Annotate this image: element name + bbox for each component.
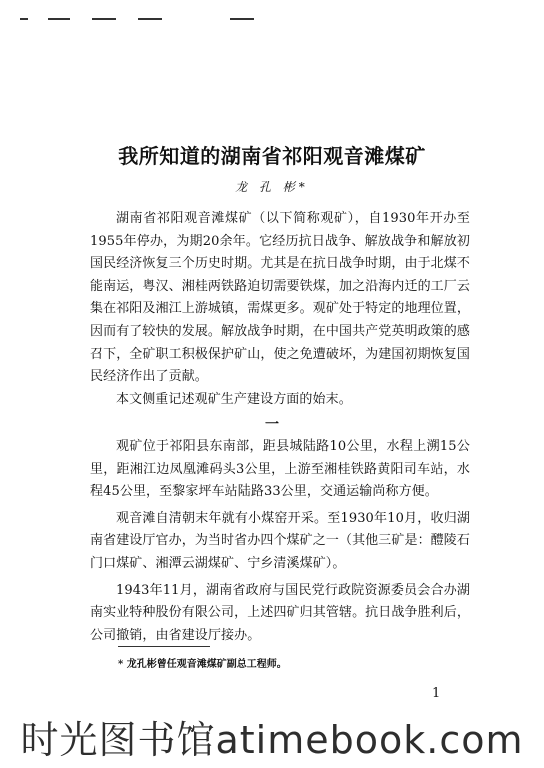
footnote: * 龙孔彬曾任观音滩煤矿副总工程师。 <box>118 659 287 670</box>
dash-mark <box>138 18 162 20</box>
dash-mark <box>48 18 70 20</box>
paragraph: 1943年11月，湖南省政府与国民党行政院资源委员会合办湖南实业特种股份有限公司，上述四矿归其管辖。抗日战争胜利后，公司撤销，由省建设厅接办。 <box>90 582 470 643</box>
dash-mark <box>230 18 254 20</box>
paragraph: 本文侧重记述观矿生产建设方面的始末。 <box>116 391 352 407</box>
footnote-divider <box>118 646 210 647</box>
paragraph: 湖南省祁阳观音滩煤矿（以下简称观矿），自1930年开办至1955年停办，为期20余年。它经历抗日战争、解放战争和解放初国民经济恢复三个历史时期。尤其是在抗日战争时期，由于北煤不能南运，粤汉、湘桂两铁路迫切需要铁煤，加之沿海内迁的工厂云集在祁阳及湘江上游城镇，需煤更多。观矿处于特定的地理位置，因而有了较快的发展。解放战争时期，在中国共产党英明政策的感召下，全矿职工积极保护矿山，使之免遭破坏，为建国初期恢复国民经济作出了贡献。 <box>90 211 470 385</box>
paragraph: 观音滩自清朝末年就有小煤窑开采。至1930年10月，收归湖南省建设厅官办，为当时省办四个煤矿之一（其他三矿是：醴陵石门口煤矿、湘潭云湖煤矿、宁乡清溪煤矿）。 <box>90 510 470 571</box>
section-one <box>90 436 470 647</box>
watermark: 时光图书馆atimebook.com <box>20 718 524 762</box>
section-number: 一 <box>265 417 279 433</box>
article-author: 龙 孔 彬* <box>235 180 309 194</box>
dash-mark <box>92 18 116 20</box>
intro-section <box>90 208 470 411</box>
article-title: 我所知道的湖南省祁阳观音滩煤矿 <box>118 144 426 168</box>
page-number: 1 <box>432 686 441 701</box>
dash-mark <box>20 18 28 20</box>
paragraph: 观矿位于祁阳县东南部，距县城陆路10公里，水程上溯15公里，距湘江边凤凰滩码头3公里，上游至湘桂铁路黄阳司车站，水程45公里，至黎家坪车站陆路33公里，交通运输尚称方便。 <box>90 439 470 500</box>
